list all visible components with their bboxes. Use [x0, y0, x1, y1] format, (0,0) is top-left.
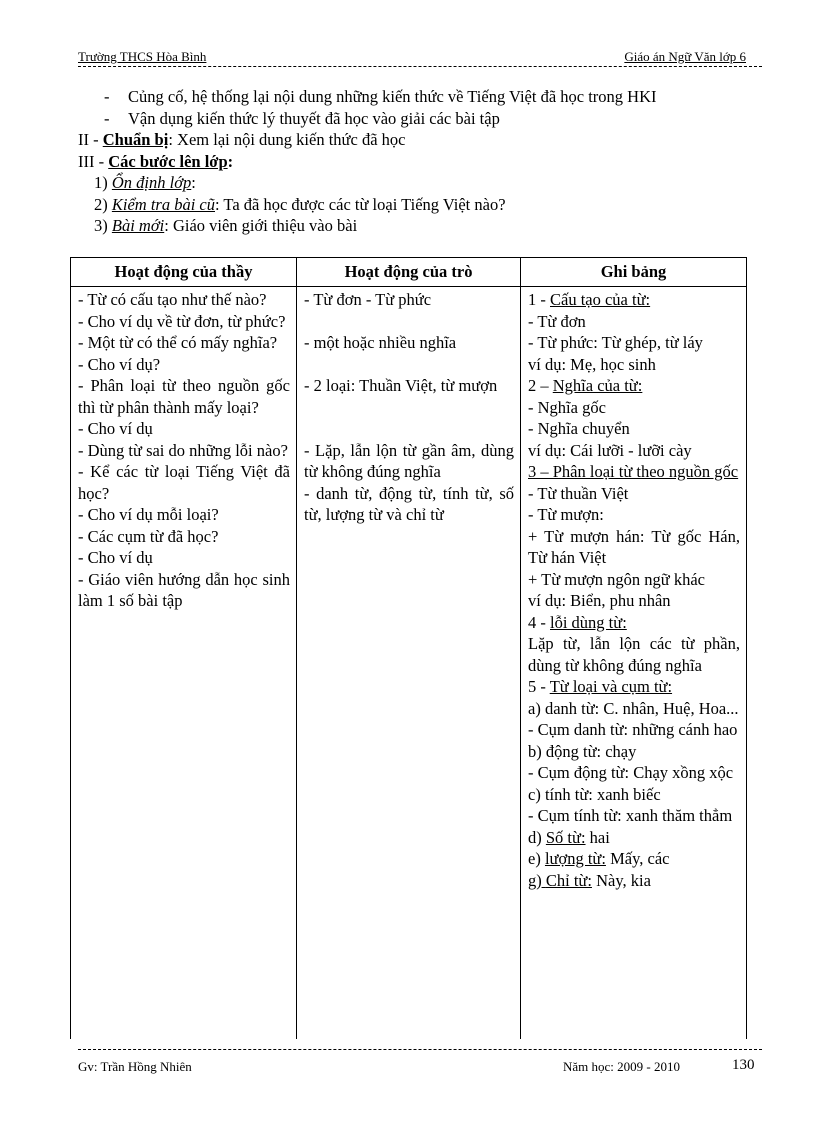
teacher-activity: - Dùng từ sai do những lỗi nào? [78, 440, 288, 460]
footer-school-year: Năm học: 2009 - 2010 [563, 1059, 680, 1074]
teacher-activity: - Kể các từ loại Tiếng Việt đã học? [78, 462, 290, 503]
student-activity: - Từ đơn - Từ phức [304, 290, 432, 309]
board-heading: 2 – Nghĩa của từ: [528, 376, 643, 395]
student-activity: - một hoặc nhiều nghĩa [304, 333, 457, 352]
header-divider [78, 66, 762, 67]
teacher-activity: - Cho ví dụ về từ đơn, từ phức? [78, 311, 286, 331]
board-column [521, 287, 747, 1040]
student-activity: - danh từ, động từ, tính từ, số từ, lượng từ và chỉ từ [304, 483, 514, 524]
board-note: - Nghĩa chuyển [528, 419, 630, 438]
board-note: - Từ phức: Từ ghép, từ láy [528, 333, 703, 352]
header-course: Giáo án Ngữ Văn lớp 6 [624, 49, 746, 64]
board-heading: 3 – Phân loại từ theo nguồn gốc [528, 462, 739, 481]
board-note: e) lượng từ: Mấy, các [528, 849, 670, 868]
header-school: Trường THCS Hòa Bình [78, 49, 207, 64]
step-item: 2) Kiểm tra bài cũ: Ta đã học được các từ loại Tiếng Việt nào? [94, 194, 506, 214]
column-header-student: Hoạt động của trò [297, 258, 521, 287]
teacher-activity: - Cho ví dụ mỗi loại? [78, 505, 219, 524]
steps-heading: III - Các bước lên lớp: [78, 151, 234, 171]
teacher-activity: - Cho ví dụ? [78, 354, 161, 374]
teacher-activity: - Cho ví dụ [78, 419, 153, 438]
board-note: - Từ đơn [528, 311, 586, 331]
lesson-intro [78, 86, 758, 237]
board-note: ví dụ: Cái lưỡi - lưỡi cày [528, 440, 692, 460]
step-item: 1) Ổn định lớp: [94, 173, 196, 192]
board-note: - Cụm tính từ: xanh thăm thẳm [528, 806, 733, 825]
student-column [297, 287, 521, 1040]
student-activity: - Lặp, lẫn lộn từ gần âm, dùng từ không đúng nghĩa [304, 440, 514, 481]
teacher-activity: - Một từ có thể có mấy nghĩa? [78, 333, 278, 352]
board-note: - Cụm động từ: Chạy xồng xộc [528, 763, 734, 782]
teacher-column [71, 287, 297, 1040]
board-note: d) Số từ: hai [528, 827, 610, 847]
teacher-activity: - Phân loại từ theo nguồn gốc thì từ phân thành mấy loại? [78, 376, 290, 417]
board-note: - Từ mượn: [528, 505, 604, 524]
student-activity: - 2 loại: Thuần Việt, từ mượn [304, 376, 498, 395]
teacher-activity: - Từ có cấu tạo như thế nào? [78, 290, 267, 309]
page-header [78, 47, 762, 69]
objective-item: - Củng cố, hệ thống lại nội dung những kiến thức về Tiếng Việt đã học trong HKI [78, 86, 758, 108]
board-note: + Từ mượn ngôn ngữ khác [528, 569, 705, 589]
board-heading: 5 - Từ loại và cụm từ: [528, 677, 673, 696]
board-note: ví dụ: Biển, phu nhân [528, 591, 671, 610]
teacher-activity: - Cho ví dụ [78, 548, 153, 567]
board-heading: 1 - Cấu tạo của từ: [528, 290, 651, 309]
board-note: b) động từ: chạy [528, 741, 637, 761]
teacher-activity: - Các cụm từ đã học? [78, 526, 219, 546]
board-note: g) Chỉ từ: Này, kia [528, 870, 651, 890]
preparation-line: II - Chuẩn bị: Xem lại nội dung kiến thức đã học [78, 130, 406, 149]
column-header-teacher: Hoạt động của thầy [71, 258, 297, 287]
teacher-activity: - Giáo viên hướng dẫn học sinh làm 1 số bài tập [78, 569, 290, 610]
board-note: ví dụ: Mẹ, học sinh [528, 354, 656, 374]
board-note: a) danh từ: C. nhân, Huệ, Hoa... [528, 698, 739, 718]
column-header-board: Ghi bảng [521, 258, 747, 287]
step-item: 3) Bài mới: Giáo viên giới thiệu vào bài [94, 216, 358, 235]
footer-teacher: Gv: Trần Hồng Nhiên [78, 1059, 192, 1074]
page-number: 130 [732, 1057, 755, 1073]
activity-table [70, 257, 747, 1039]
footer-divider [78, 1049, 762, 1050]
board-note: c) tính từ: xanh biếc [528, 784, 661, 804]
board-note: - Cụm danh từ: những cánh hao [528, 720, 738, 739]
preparation-label: Chuẩn bị [102, 130, 169, 149]
board-note: Lặp từ, lẫn lộn các từ phần, dùng từ không đúng nghĩa [528, 634, 740, 675]
board-note: + Từ mượn hán: Từ gốc Hán, Từ hán Việt [528, 526, 740, 567]
board-note: - Nghĩa gốc [528, 397, 606, 417]
objective-item: - Vận dụng kiến thức lý thuyết đã học vào giải các bài tập [78, 108, 758, 130]
board-note: - Từ thuần Việt [528, 483, 629, 503]
board-heading: 4 - lỗi dùng từ: [528, 612, 627, 632]
